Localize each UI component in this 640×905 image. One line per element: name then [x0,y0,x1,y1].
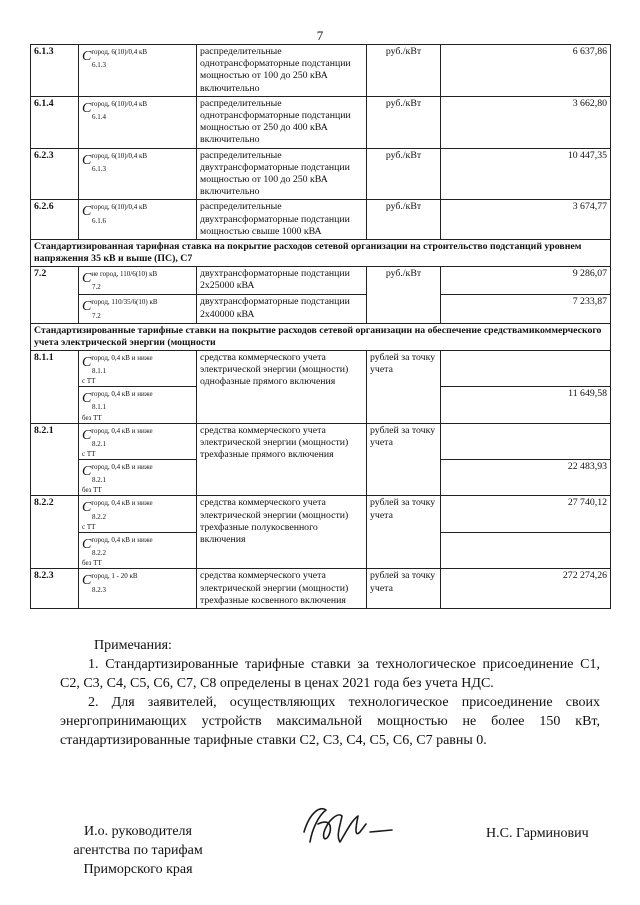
section-c7-title: Стандартизированная тарифная ставка на покрытие расходов сетевой организации на строительство подстанций уровнем напряжения 35 кВ и выше (ПС), С7 [31,240,611,267]
notes-title: Примечания: [94,638,172,653]
row-description: средства коммерческого учета электрической энергии (мощности) трехфазные прямого включения [197,423,367,496]
row-description: средства коммерческого учета электрической энергии (мощности) трехфазные полукосвенного включения [197,496,367,569]
section-header-row [31,323,611,350]
row-unit: руб./кВт [367,45,441,97]
row-value: 27 740,12 [441,496,611,532]
notes-block [60,636,600,750]
table-row [31,148,611,200]
rate-symbol: $C^{город, 0,4 кВ и ниже}$ 8.2.2 с ТТ [79,496,197,532]
row-code: 8.1.1 [31,350,79,423]
section-c8-title: Стандартизированные тарифные ставки на покрытие расходов сетевой организации на обеспечение средствамикоммерческого учета электрической энергии (мощности [31,323,611,350]
rate-symbol: $C^{город, 6(10)/0,4 кВ}$ 6.1.3 [79,148,197,200]
table-row [31,267,611,295]
section-header-row [31,240,611,267]
row-value: 6 637,86 [441,45,611,97]
rate-symbol: $C^{город, 0,4 кВ и ниже}$ 8.2.1 без ТТ [79,460,197,496]
rate-symbol: $C^{город, 0,4 кВ и ниже}$ 8.2.2 без ТТ [79,532,197,568]
note-2: 2. Для заявителей, осуществляющих технологическое присоединение своих энергопринимающих устройств максимальной мощностью не более 150 кВт, стандартизированные тарифные ставки С2, С3, С4, С5, С6, С7 равны 0. [60,695,600,748]
rate-symbol: $C^{не город, 110/6(10) кВ}$ 7.2 [79,267,197,295]
row-code: 7.2 [31,267,79,324]
row-description: распределительные однотрансформаторные подстанции мощностью от 100 до 250 кВА включительно [197,45,367,97]
page-number: 7 [316,28,324,43]
row-value: 22 483,93 [441,460,611,496]
rate-symbol: $C^{город, 0,4 кВ и ниже}$ 8.2.1 с ТТ [79,423,197,459]
table-row [31,423,611,459]
table-row [31,45,611,97]
rate-symbol: $C^{город, 1 - 20 кВ}$ 8.2.3 [79,569,197,609]
table-row [31,569,611,609]
row-unit: рублей за точку учета [367,569,441,609]
rate-symbol: $C^{город, 0,4 кВ и ниже}$ 8.1.1 с ТТ [79,350,197,386]
row-code: 8.2.2 [31,496,79,569]
row-unit: руб./кВт [367,200,441,240]
row-code: 8.2.3 [31,569,79,609]
row-description: двухтрансформаторные подстанции 2х25000 кВА [197,267,367,295]
signatory-line-1: И.о. руководителя [83,824,192,839]
row-code: 6.1.4 [31,96,79,148]
table-row [31,350,611,386]
row-unit: руб./кВт [367,96,441,148]
rate-symbol: $C^{город, 6(10)/0,4 кВ}$ 6.1.6 [79,200,197,240]
row-description: распределительные однотрансформаторные подстанции мощностью от 250 до 400 кВА включительно [197,96,367,148]
row-value: 3 674,77 [441,200,611,240]
signatory-line-3: Приморского края [83,862,193,877]
row-code: 6.2.3 [31,148,79,200]
rate-symbol: $C^{город, 6(10)/0,4 кВ}$ 6.1.3 [79,45,197,97]
row-value [441,350,611,386]
row-code: 6.1.3 [31,45,79,97]
row-value [441,423,611,459]
row-value: 11 649,58 [441,387,611,423]
row-unit: рублей за точку учета [367,496,441,569]
row-unit: рублей за точку учета [367,423,441,496]
row-description: распределительные двухтрансформаторные подстанции мощностью от 100 до 250 кВА включительно [197,148,367,200]
row-value: 10 447,35 [441,148,611,200]
tariff-table [30,44,611,609]
table-row [31,96,611,148]
row-value: 9 286,07 [441,267,611,295]
row-unit: руб./кВт [367,267,441,324]
table-row [31,200,611,240]
row-value: 3 662,80 [441,96,611,148]
handwritten-signature [296,802,406,850]
row-value [441,532,611,568]
note-1: 1. Стандартизированные тарифные ставки за технологическое присоединение С1, С2, С3, С4, С5, С6, С7, С8 определены в ценах 2021 года без учета НДС. [60,657,600,691]
row-value: 7 233,87 [441,295,611,323]
row-description: средства коммерческого учета электрической энергии (мощности) трехфазные косвенного включения [197,569,367,609]
signatory-position [58,822,218,879]
row-unit: рублей за точку учета [367,350,441,423]
signatory-name: Н.С. Гарминович [486,826,589,841]
row-description: средства коммерческого учета электрической энергии (мощности) однофазные прямого включения [197,350,367,423]
row-description: двухтрансформаторные подстанции 2х40000 кВА [197,295,367,323]
signatory-line-2: агентства по тарифам [73,843,203,858]
row-value: 272 274,26 [441,569,611,609]
rate-symbol: $C^{город, 6(10)/0,4 кВ}$ 6.1.4 [79,96,197,148]
row-code: 8.2.1 [31,423,79,496]
row-unit: руб./кВт [367,148,441,200]
table-row [31,496,611,532]
row-description: распределительные двухтрансформаторные подстанции мощностью свыше 1000 кВА [197,200,367,240]
rate-symbol: $C^{город, 110/35/6(10) кВ}$ 7.2 [79,295,197,323]
table-row [31,295,611,323]
row-code: 6.2.6 [31,200,79,240]
rate-symbol: $C^{город, 0,4 кВ и ниже}$ 8.1.1 без ТТ [79,387,197,423]
